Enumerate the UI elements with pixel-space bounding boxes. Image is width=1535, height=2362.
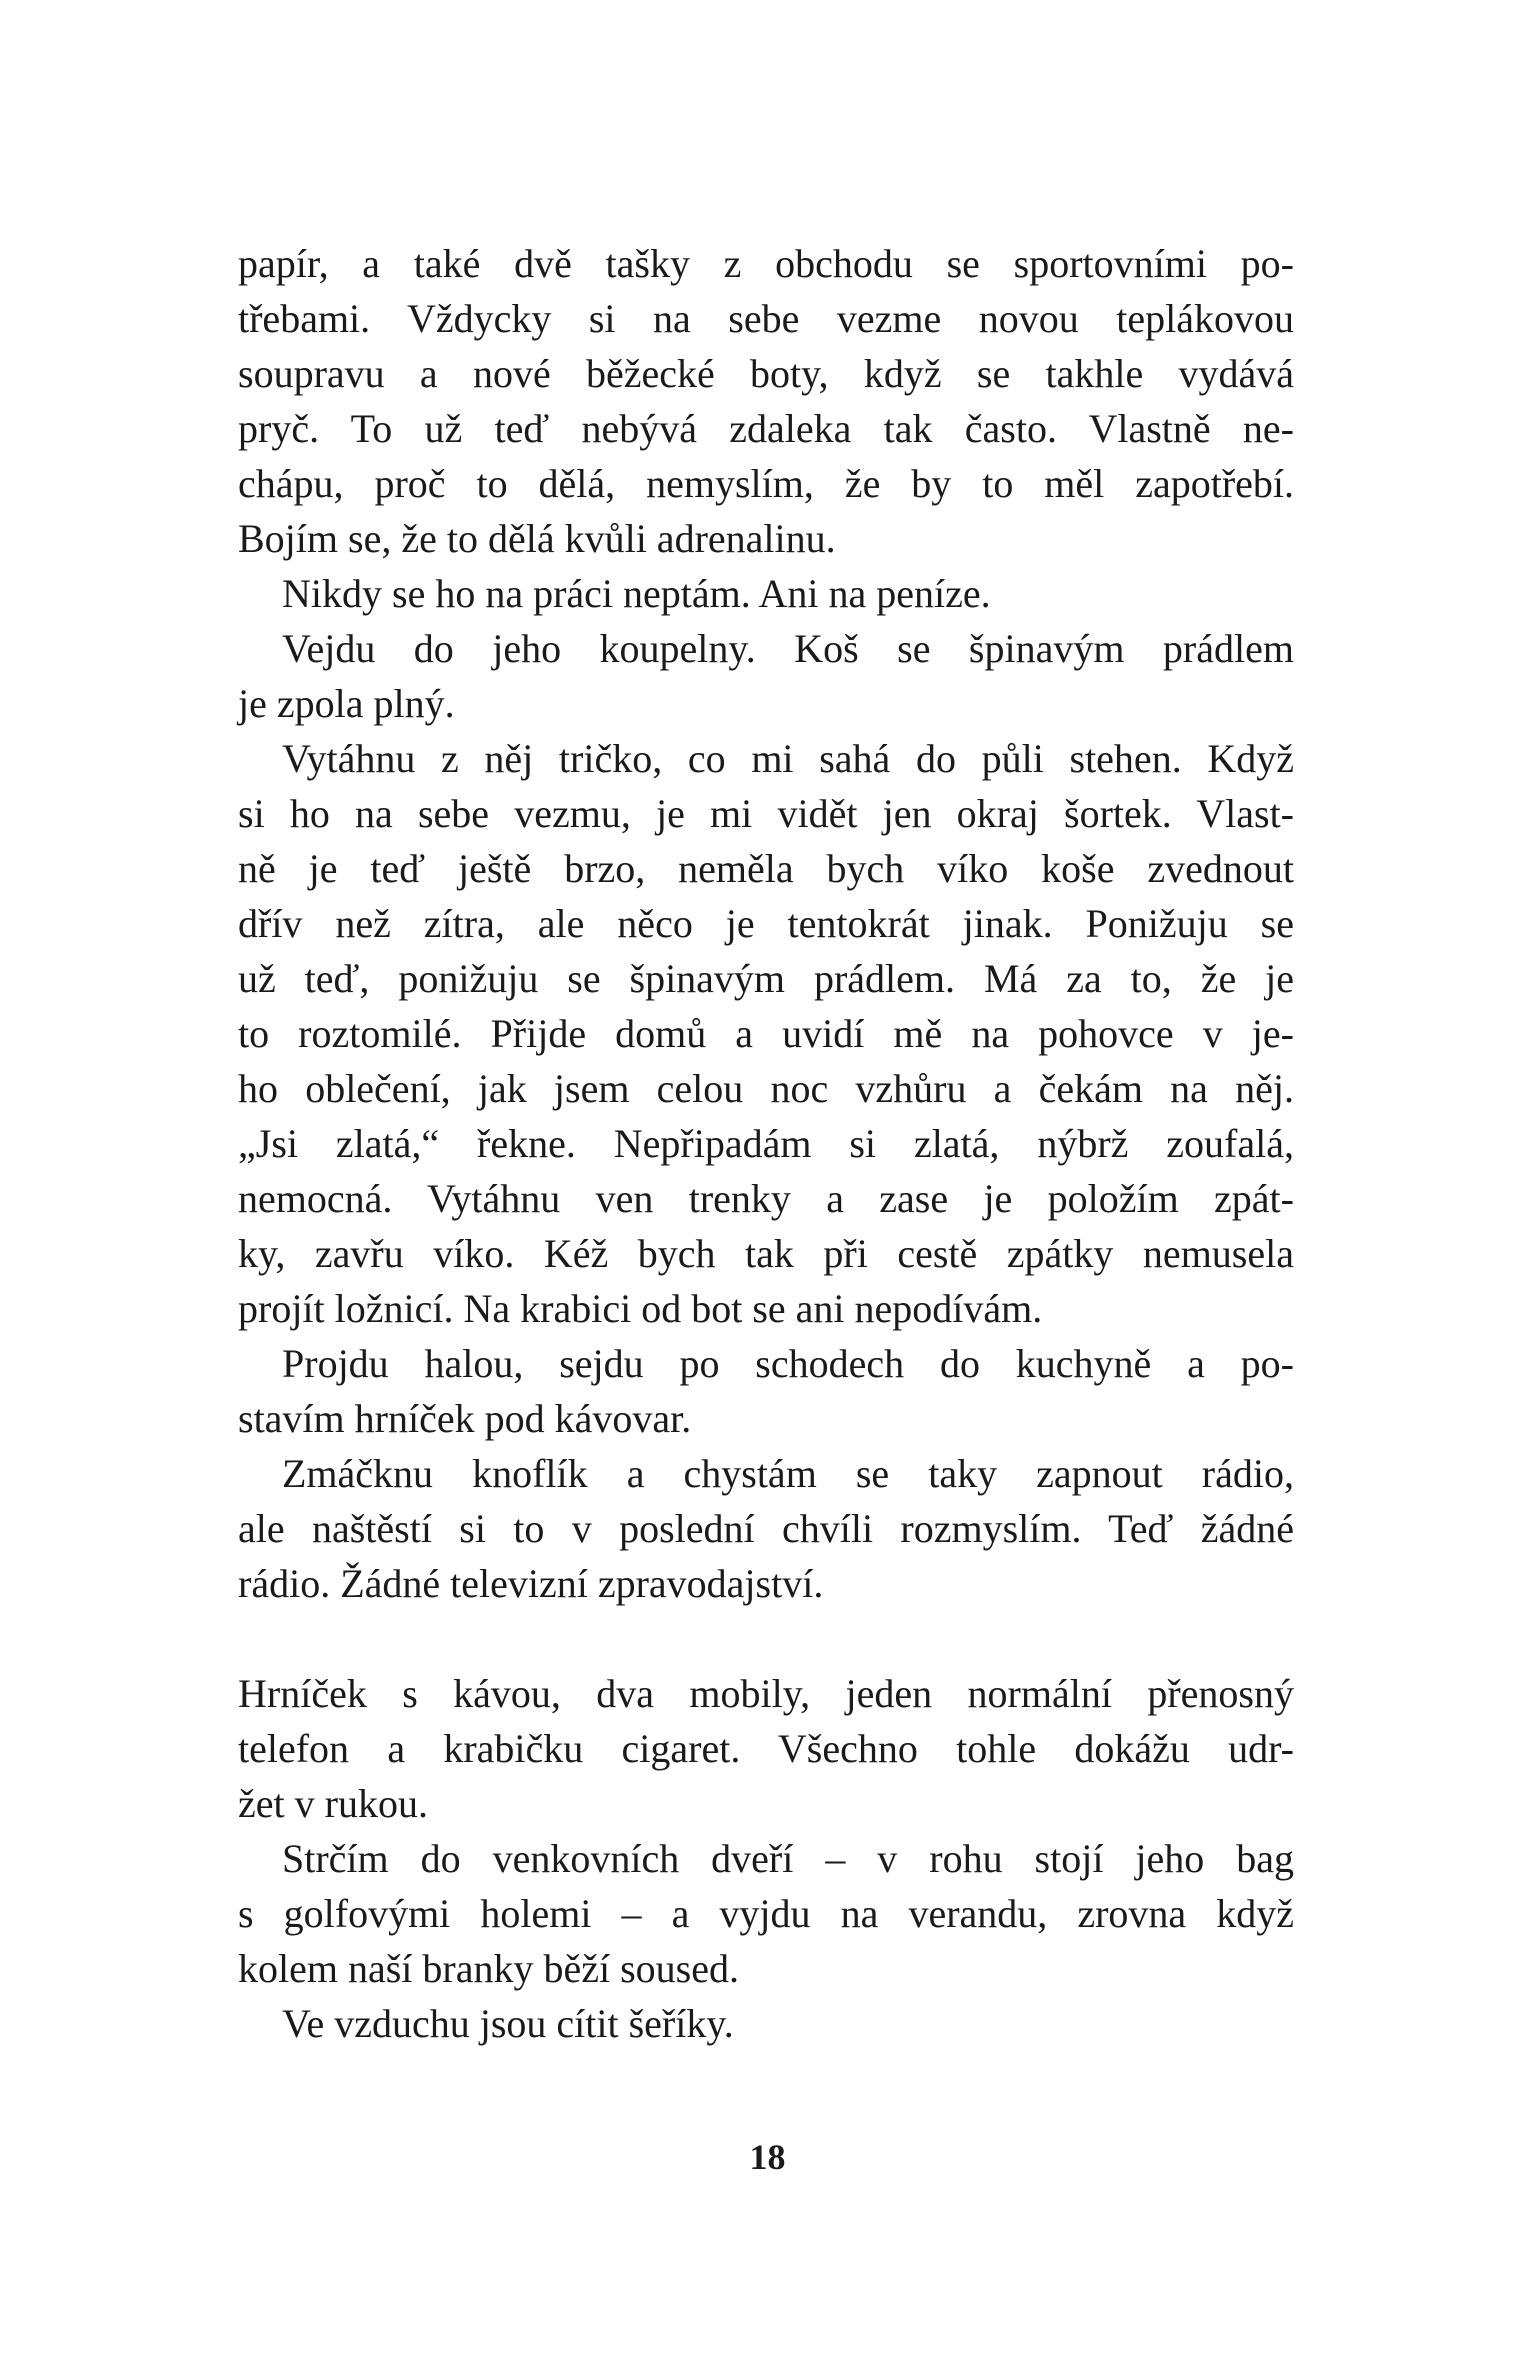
text-line: s golfovými holemi – a vyjdu na verandu, zrovna když bbox=[238, 1891, 1294, 1936]
text-line: Zmáčknu knoflík a chystám se taky zapnout rádio, bbox=[282, 1451, 1294, 1496]
text-line: je zpola plný. bbox=[238, 681, 455, 726]
page-number: 18 bbox=[749, 2137, 786, 2177]
text-line: třebami. Vždycky si na sebe vezme novou teplákovou bbox=[238, 296, 1294, 341]
text-line: ho oblečení, jak jsem celou noc vzhůru a čekám na něj. bbox=[238, 1066, 1294, 1111]
text-line: stavím hrníček pod kávovar. bbox=[238, 1396, 692, 1441]
text-line: Projdu halou, sejdu po schodech do kuchyně a po- bbox=[282, 1341, 1294, 1386]
text-line: rádio. Žádné televizní zpravodajství. bbox=[238, 1561, 824, 1606]
text-line: chápu, proč to dělá, nemyslím, že by to měl zapotřebí. bbox=[238, 461, 1294, 506]
text-line: Bojím se, že to dělá kvůli adrenalinu. bbox=[238, 516, 836, 561]
text-line: papír, a také dvě tašky z obchodu se sportovními po- bbox=[238, 241, 1294, 286]
text-line: si ho na sebe vezmu, je mi vidět jen okraj šortek. Vlast- bbox=[238, 791, 1294, 836]
text-line: nemocná. Vytáhnu ven trenky a zase je položím zpát- bbox=[238, 1176, 1294, 1221]
text-line: žet v rukou. bbox=[238, 1781, 428, 1826]
text-line: už teď, ponižuju se špinavým prádlem. Má za to, že je bbox=[238, 956, 1294, 1001]
text-line: soupravu a nové běžecké boty, když se takhle vydává bbox=[238, 351, 1294, 396]
text-line: ky, zavřu víko. Kéž bych tak při cestě zpátky nemusela bbox=[238, 1231, 1294, 1276]
text-line: Ve vzduchu jsou cítit šeříky. bbox=[282, 2001, 734, 2046]
section-break bbox=[238, 1611, 1294, 1666]
text-line: dřív než zítra, ale něco je tentokrát jinak. Ponižuju se bbox=[238, 901, 1294, 946]
text-line: „Jsi zlatá,“ řekne. Nepřipadám si zlatá, nýbrž zoufalá, bbox=[238, 1121, 1294, 1166]
body-text bbox=[238, 236, 1294, 2051]
text-line: kolem naší branky běží soused. bbox=[238, 1946, 739, 1991]
text-line: projít ložnicí. Na krabici od bot se ani nepodívám. bbox=[238, 1286, 1043, 1331]
text-line: ně je teď ještě brzo, neměla bych víko koše zvednout bbox=[238, 846, 1294, 891]
text-line: ale naštěstí si to v poslední chvíli rozmyslím. Teď žádné bbox=[238, 1506, 1294, 1551]
text-line: Strčím do venkovních dveří – v rohu stojí jeho bag bbox=[282, 1836, 1294, 1881]
text-line: to roztomilé. Přijde domů a uvidí mě na pohovce v je- bbox=[238, 1011, 1294, 1056]
text-line: Vejdu do jeho koupelny. Koš se špinavým prádlem bbox=[282, 626, 1294, 671]
text-line: telefon a krabičku cigaret. Všechno tohle dokážu udr- bbox=[238, 1726, 1294, 1771]
text-line: Hrníček s kávou, dva mobily, jeden normální přenosný bbox=[238, 1671, 1294, 1716]
text-line: Vytáhnu z něj tričko, co mi sahá do půli stehen. Když bbox=[282, 736, 1294, 781]
text-line: pryč. To už teď nebývá zdaleka tak často. Vlastně ne- bbox=[238, 406, 1294, 451]
text-line: Nikdy se ho na práci neptám. Ani na peníze. bbox=[282, 571, 991, 616]
